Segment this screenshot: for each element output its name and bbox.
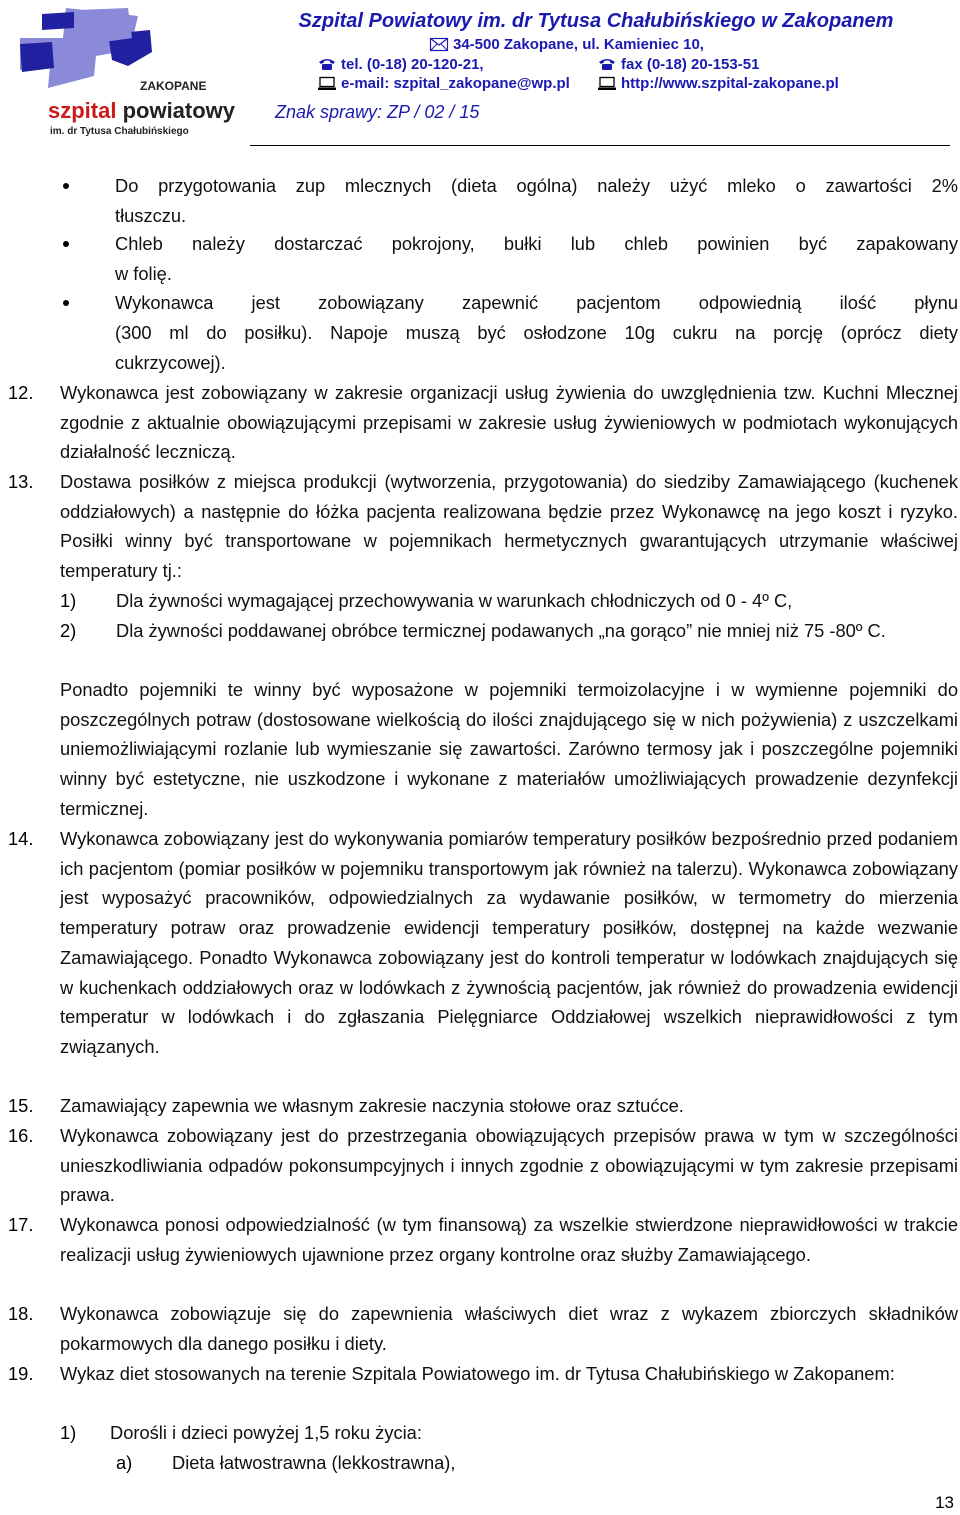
address-text: 34-500 Zakopane, ul. Kamieniec 10, <box>453 36 704 53</box>
logo-word-1: szpital <box>48 98 117 123</box>
item-number-15: 15. <box>8 1095 34 1116</box>
item-number-16: 16. <box>8 1125 34 1146</box>
logo-graphic <box>8 8 236 140</box>
item-number-19: 19. <box>8 1363 34 1384</box>
item-number-14: 14. <box>8 828 34 849</box>
item-number-13: 13. <box>8 471 34 492</box>
logo-subtitle: im. dr Tytusa Chałubińskiego <box>50 126 189 137</box>
fax-line <box>598 55 759 74</box>
case-number: Znak sprawy: ZP / 02 / 15 <box>275 102 480 122</box>
bullet-3-line-2: (300 ml do posiłku). Napoje muszą być osłodzone 10g cukru na porcję (oprócz diety <box>115 322 958 343</box>
item-13-continuation: Ponadto pojemniki te winny być wyposażone w pojemniki termoizolacyjne i w wymienne pojemniki do poszczególnych potraw (dostosowane wielkością do ilości znajdującego się w nich pożywienia) z uszczelkami uniemożliwiającymi rozlanie lub wymieszanie się zawartości. Zarówno termosy jak i poszczególne pojemniki winny być estetyczne, nie uszkodzone i wykonane z materiałów umożliwiających prowadzenie dezynfekcji termicznej. <box>60 679 958 819</box>
item-19-sub-1-text: Dorośli i dzieci powyżej 1,5 roku życia: <box>110 1422 422 1443</box>
page-number: 13 <box>935 1493 954 1512</box>
svg-text:szpital powiatowy <box>48 98 236 123</box>
computer-icon-2 <box>598 77 616 90</box>
item-13-sub-1-number: 1) <box>60 590 77 611</box>
logo-word-2: powiatowy <box>116 98 236 123</box>
computer-icon <box>318 77 336 90</box>
phone-icon <box>318 58 336 71</box>
header-divider <box>250 145 950 146</box>
bullet-2-line-2: w folię. <box>115 263 172 284</box>
fax-text: fax (0-18) 20-153-51 <box>621 56 760 73</box>
phone-text: tel. (0-18) 20-120-21, <box>341 56 484 73</box>
item-13-text: Dostawa posiłków z miejsca produkcji (wytworzenia, przygotowania) do siedziby Zamawiającego (kuchenek oddziałowych) a następnie do łóżka pacjenta realizowana będzie przez Wykonawcę na jego koszt i ryzyko. Posiłki winny być transportowane w pojemnikach hermetycznych gwarantujących utrzymanie właściwej temperatury tj.: <box>60 471 958 582</box>
hospital-name: Szpital Powiatowy im. dr Tytusa Chałubińskiego w Zakopanem <box>298 10 894 32</box>
bullet-3-line-3: cukrzycowej). <box>115 352 226 373</box>
address-line <box>430 35 704 54</box>
website-link[interactable]: http://www.szpital-zakopane.pl <box>621 75 839 92</box>
bullet-dot <box>63 183 69 189</box>
item-19-text: Wykaz diet stosowanych na terenie Szpitala Powiatowego im. dr Tytusa Chałubińskiego w Zakopanem: <box>60 1363 895 1384</box>
email-line <box>318 74 570 93</box>
bullet-1-line-2: tłuszczu. <box>115 205 187 226</box>
item-15-text: Zamawiający zapewnia we własnym zakresie naczynia stołowe oraz sztućce. <box>60 1095 684 1116</box>
item-14-text: Wykonawca zobowiązany jest do wykonywania pomiarów temperatury posiłków bezpośrednio przed podaniem ich pacjentom (pomiar posiłków w pojemniku transportowym jak również na talerzu). Wykonawca zobowiązany jest wyposażyć pracowników, odpowiedzialnych za wydawanie posiłków, w termometry do mierzenia temperatury potraw oraz prowadzenie ewidencji temperatury posiłków, dostępnej na każde wezwanie Zamawiającego. Ponadto Wykonawca zobowiązany jest do kontroli temperatur w lodówkach znajdujących się w kuchenkach oddziałowych oraz w lodówkach z żywnością pacjentów, jak również do prowadzenia ewidencji temperatur w lodówkach i do zgłaszania Pielęgniarce Oddziałowej wszelkich nieprawidłowości z tym związanych. <box>60 828 958 1057</box>
email-text[interactable]: e-mail: szpital_zakopane@wp.pl <box>341 75 570 92</box>
letterhead <box>240 8 952 34</box>
item-13-sub-2-number: 2) <box>60 620 77 641</box>
item-19-sub-a-letter: a) <box>116 1452 133 1473</box>
item-number-12: 12. <box>8 382 34 403</box>
item-number-18: 18. <box>8 1303 34 1324</box>
item-16-text: Wykonawca zobowiązany jest do przestrzegania obowiązujących przepisów prawa w tym w szczególności unieszkodliwiania odpadów pokonsumpcyjnych i innych zgodnie z obowiązującymi w tym zakresie przepisami prawa. <box>60 1125 958 1206</box>
item-19-sub-a-text: Dieta łatwostrawna (lekkostrawna), <box>172 1452 456 1473</box>
item-12-text: Wykonawca jest zobowiązany w zakresie organizacji usług żywienia do uwzględnienia tzw. Kuchni Mlecznej zgodnie z aktualnie obowiązującymi przepisami w zakresie usług żywieniowych w podmiotach wykonujących działalność leczniczą. <box>60 382 958 463</box>
phone-line <box>318 55 484 74</box>
logo-town: ZAKOPANE <box>140 79 207 93</box>
bullet-1-line-1: Do przygotowania zup mlecznych (dieta ogólna) należy użyć mleko o zawartości 2% <box>115 175 958 196</box>
fax-phone-icon <box>598 58 616 71</box>
item-13-sub-1-text: Dla żywności wymagającej przechowywania w warunkach chłodniczych od 0 - 4º C, <box>116 590 793 611</box>
envelope-icon <box>430 38 448 51</box>
item-18-text: Wykonawca zobowiązuje się do zapewnienia właściwych diet wraz z wykazem zbiorczych składników pokarmowych dla danego posiłku i diety. <box>60 1303 958 1354</box>
bullet-3-line-1: Wykonawca jest zobowiązany zapewnić pacjentom odpowiednią ilość płynu <box>115 292 958 313</box>
hospital-logo <box>8 8 236 140</box>
item-19-sub-1-number: 1) <box>60 1422 77 1443</box>
bullet-2-line-1: Chleb należy dostarczać pokrojony, bułki lub chleb powinien być zapakowany <box>115 233 958 254</box>
item-17-text: Wykonawca ponosi odpowiedzialność (w tym finansową) za wszelkie stwierdzone nieprawidłowości w trakcie realizacji usług żywieniowych ujawnione przez organy kontrolne oraz służby Zamawiającego. <box>60 1214 958 1265</box>
item-number-17: 17. <box>8 1214 34 1235</box>
website-line <box>598 74 839 93</box>
bullet-dot <box>63 241 69 247</box>
bullet-dot <box>63 300 69 306</box>
item-13-sub-2-text: Dla żywności poddawanej obróbce termicznej podawanych „na gorąco” nie mniej niż 75 -80º C. <box>116 620 886 641</box>
